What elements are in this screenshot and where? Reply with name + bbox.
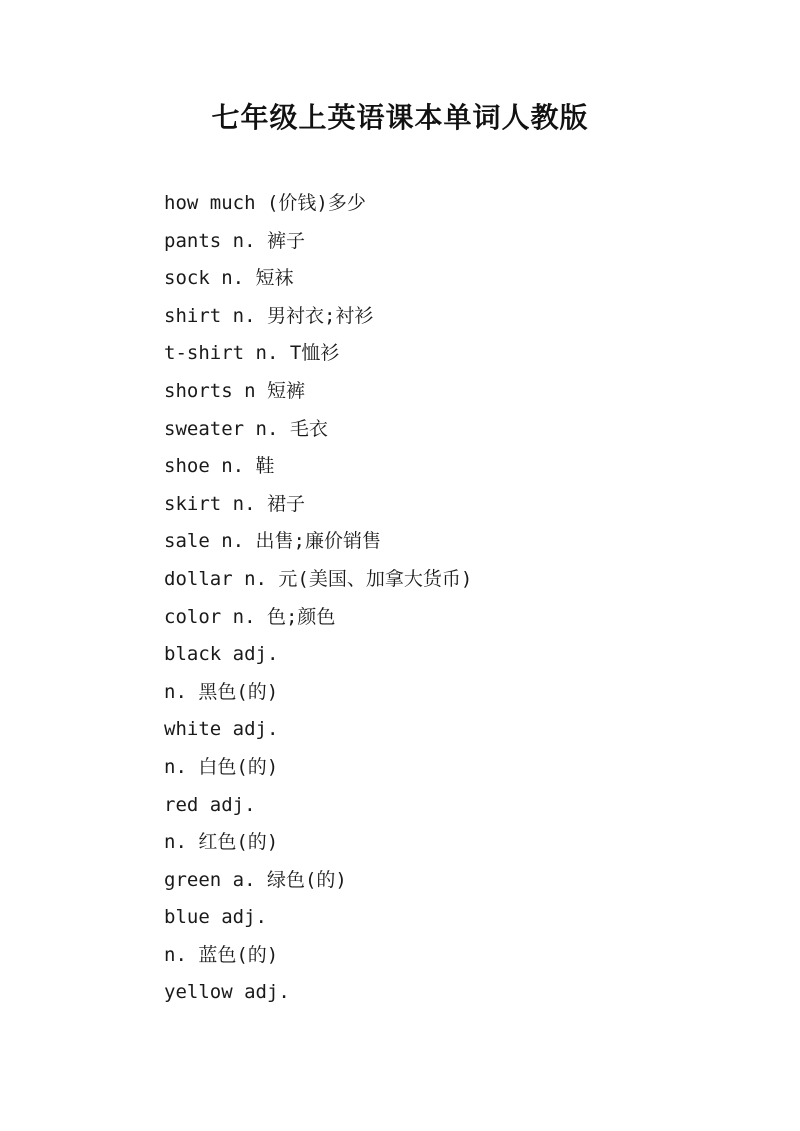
vocabulary-line: green a. 绿色(的) xyxy=(164,868,347,891)
vocabulary-line: black adj. xyxy=(164,643,279,666)
vocabulary-line: n. 黑色(的) xyxy=(164,680,279,703)
vocabulary-line: yellow adj. xyxy=(164,981,290,1004)
vocabulary-line: shirt n. 男衬衣;衬衫 xyxy=(164,304,374,327)
vocabulary-line: how much (价钱)多少 xyxy=(164,192,366,214)
vocabulary-list xyxy=(164,185,744,1012)
vocabulary-line: sale n. 出售;廉价销售 xyxy=(164,530,381,553)
vocabulary-line: n. 白色(的) xyxy=(164,755,279,778)
vocabulary-line: shoe n. 鞋 xyxy=(164,455,275,478)
vocabulary-line: sweater n. 毛衣 xyxy=(164,417,328,440)
vocabulary-line: n. 红色(的) xyxy=(164,831,279,854)
vocabulary-line: blue adj. xyxy=(164,906,267,929)
vocabulary-line: dollar n. 元(美国、加拿大货币) xyxy=(164,567,473,590)
vocabulary-line: color n. 色;颜色 xyxy=(164,605,336,628)
vocabulary-line: t-shirt n. T恤衫 xyxy=(164,342,340,365)
document-title: 七年级上英语课本单词人教版 xyxy=(211,101,589,134)
vocabulary-line: skirt n. 裙子 xyxy=(164,492,305,515)
vocabulary-line: sock n. 短袜 xyxy=(164,267,294,290)
vocabulary-line: shorts n 短裤 xyxy=(164,379,305,402)
vocabulary-line: red adj. xyxy=(164,793,256,816)
vocabulary-line: n. 蓝色(的) xyxy=(164,943,279,966)
vocabulary-line: white adj. xyxy=(164,718,279,741)
vocabulary-line: pants n. 裤子 xyxy=(164,229,305,252)
